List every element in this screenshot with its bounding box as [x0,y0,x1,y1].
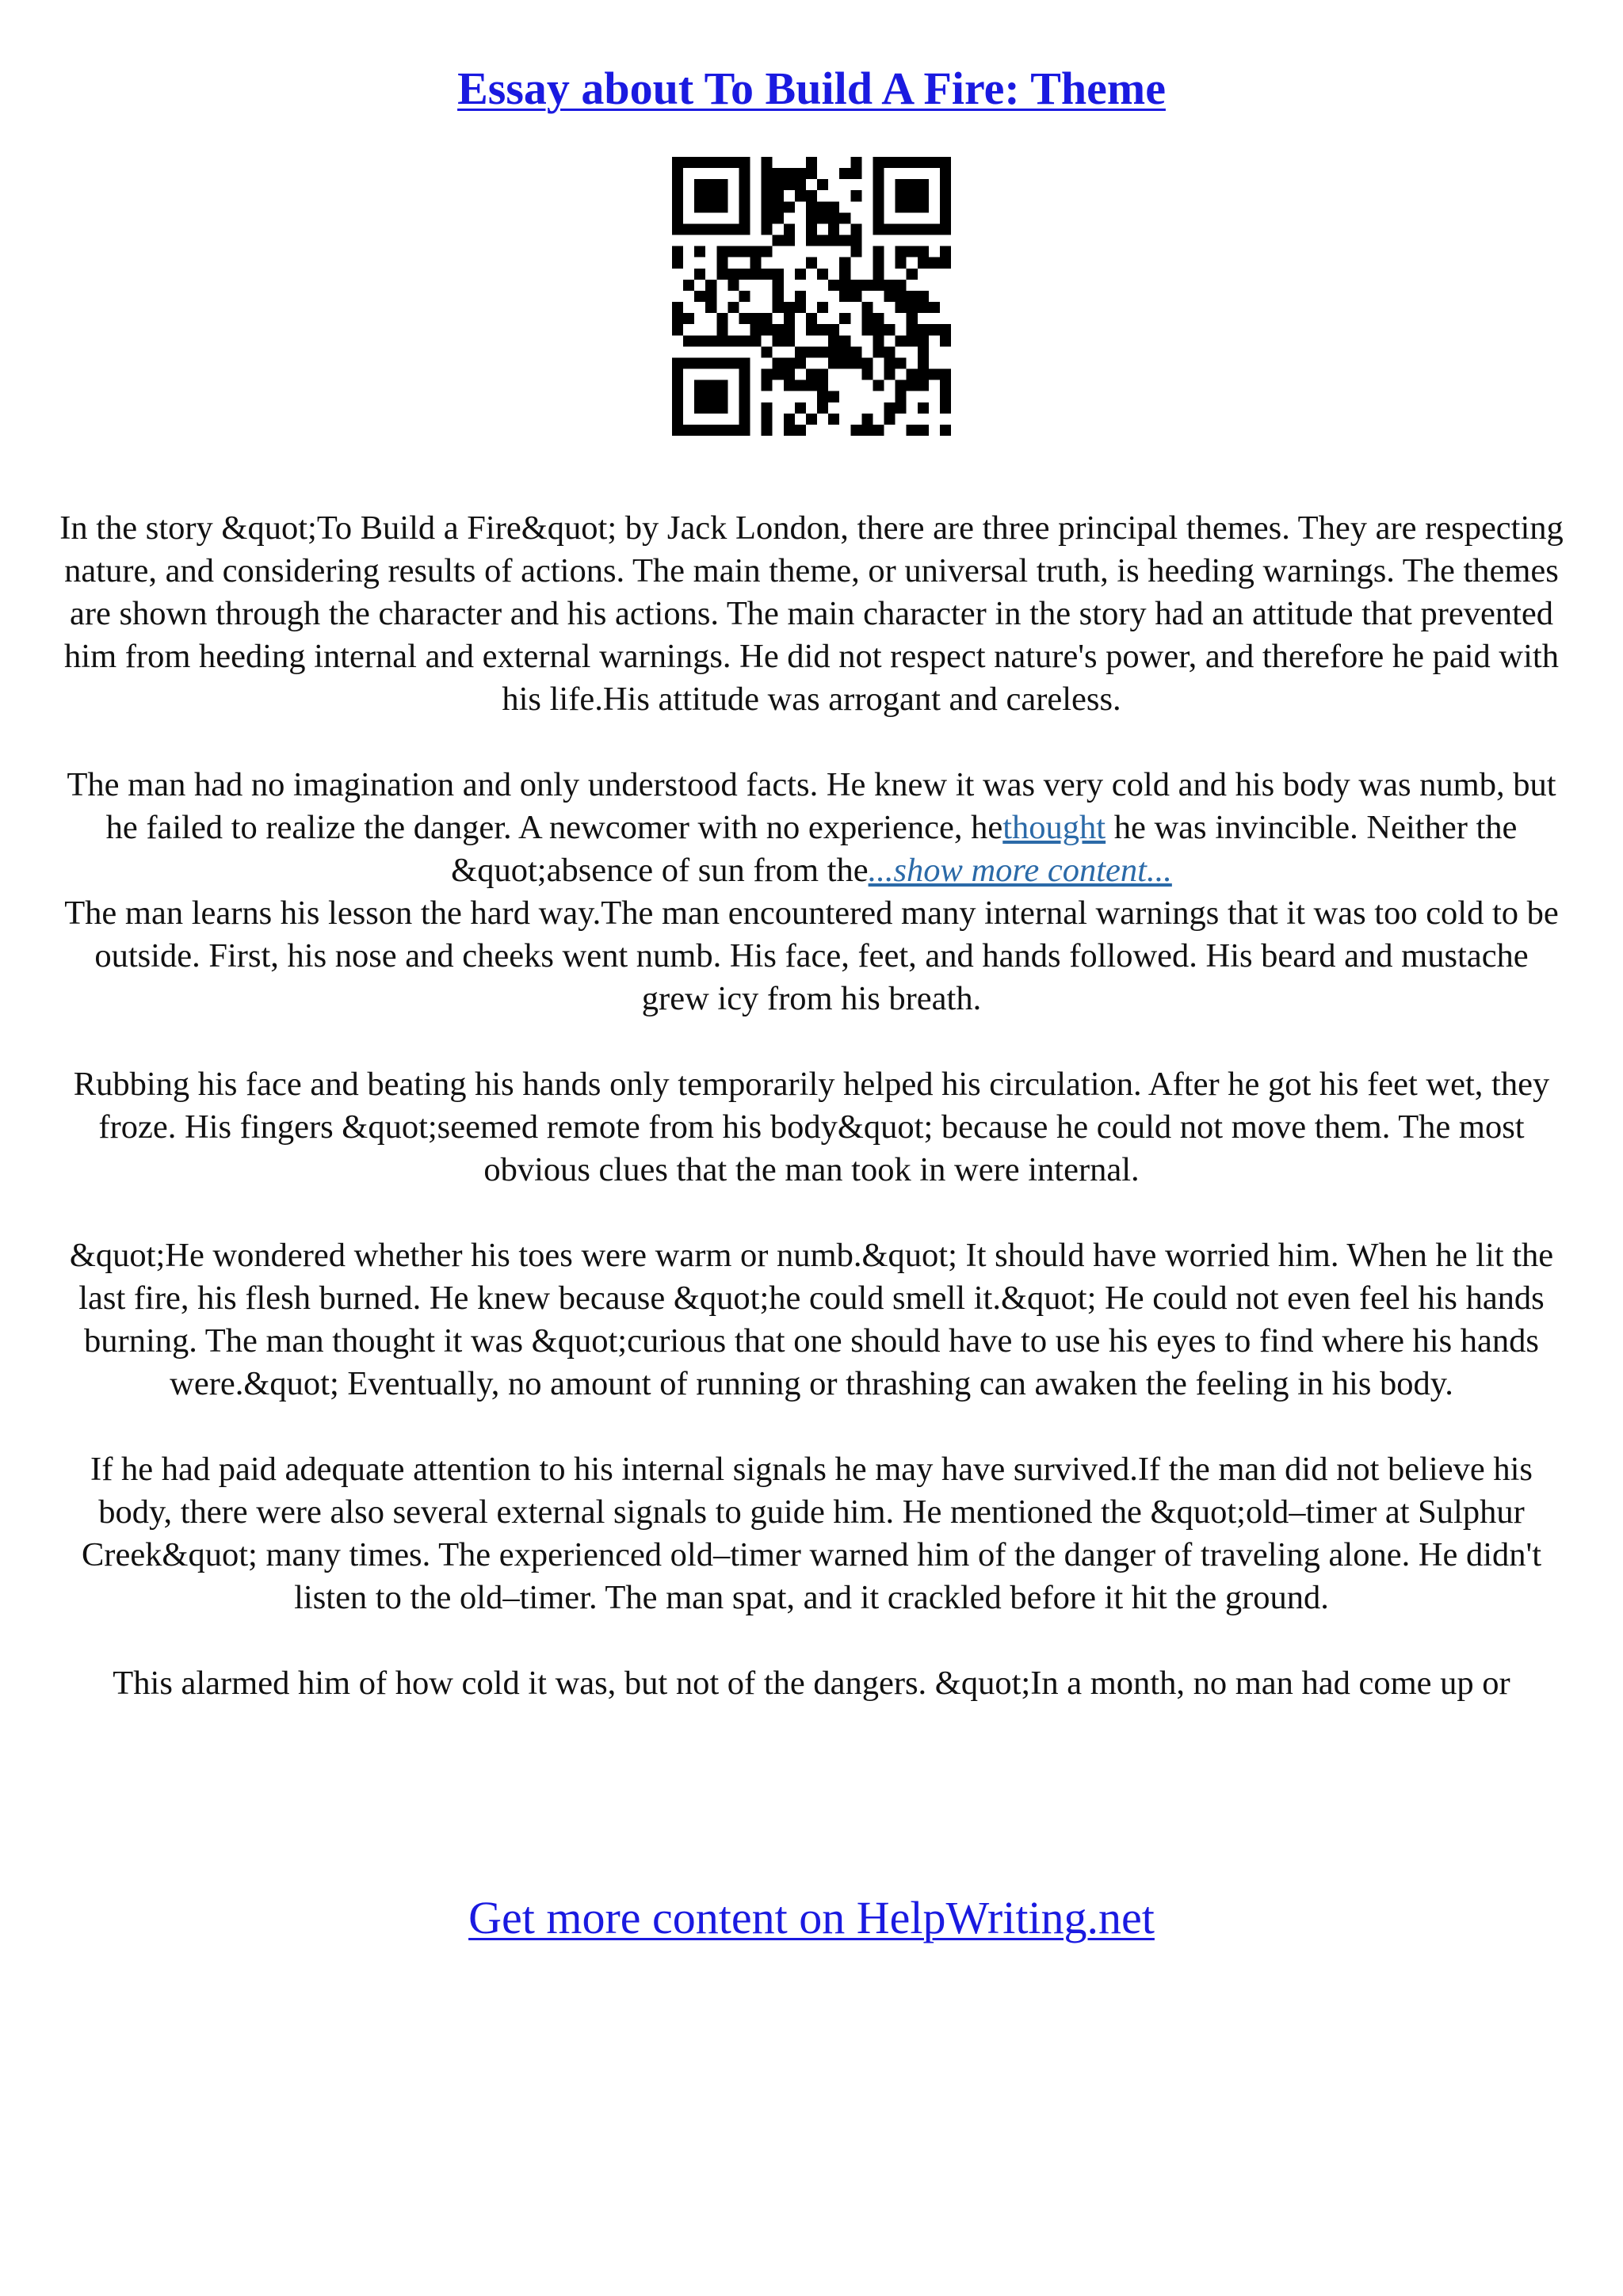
footer [0,1888,1623,1948]
paragraph-7: This alarmed him of how cold it was, but not of the dangers. &quot;In a month, no man had come up or [113,1665,1510,1702]
paragraph-2 [57,764,1566,892]
paragraph-5: &quot;He wondered whether his toes were warm or numb.&quot; It should have worried him. When he lit the last fire, his flesh burned. He knew because &quot;he could smell it.&quot; He could not even feel his hands burning. The man thought it was &quot;curious that one should have to use his eyes to find where his hands were.&quot; Eventually, no amount of running or thrashing can awaken the feeling in his body. [69,1237,1554,1402]
thought-link[interactable]: thought [1002,809,1106,846]
essay-title [0,59,1623,119]
paragraph-2-text-after: he was invincible. Neither the &quot;absence of sun from the [451,809,1518,889]
essay-body [57,507,1566,1748]
footer-helpwriting-link[interactable]: Get more content on HelpWriting.net [468,1892,1155,1943]
paragraph-3: The man learns his lesson the hard way.The man encountered many internal warnings that it was too cold to be outside. First, his nose and cheeks went numb. His face, feet, and hands followed. His beard and mustache grew icy from his breath. [64,894,1559,1017]
essay-title-link[interactable]: Essay about To Build A Fire: Theme [457,63,1166,114]
paragraph-1: In the story &quot;To Build a Fire&quot; by Jack London, there are three principal themes. They are respecting nature, and considering results of actions. The main theme, or universal truth, is heeding warnings. The themes are shown through the character and his actions. The main character in the story had an attitude that prevented him from heeding internal and external warnings. He did not respect nature's power, and therefore he paid with his life.His attitude was arrogant and careless. [59,509,1564,718]
show-more-content-link[interactable]: ...show more content... [868,852,1172,889]
paragraph-4: Rubbing his face and beating his hands only temporarily helped his circulation. After he got his feet wet, they froze. His fingers &quot;seemed remote from his body&quot; because he could not move them. The most obvious clues that the man took in were internal. [73,1066,1550,1188]
paragraph-2-text-before: The man had no imagination and only understood facts. He knew it was very cold and his body was numb, but he failed to realize the danger. A newcomer with no experience, he [67,766,1556,846]
paragraph-6: If he had paid adequate attention to his internal signals he may have survived.If the man did not believe his body, there were also several external signals to guide him. He mentioned the &quot;old–timer at Sulphur Creek&quot; many times. The experienced old–timer warned him of the danger of traveling alone. He didn't listen to the old–timer. The man spat, and it crackled before it hit the ground. [81,1451,1542,1616]
qr-code [672,157,951,436]
